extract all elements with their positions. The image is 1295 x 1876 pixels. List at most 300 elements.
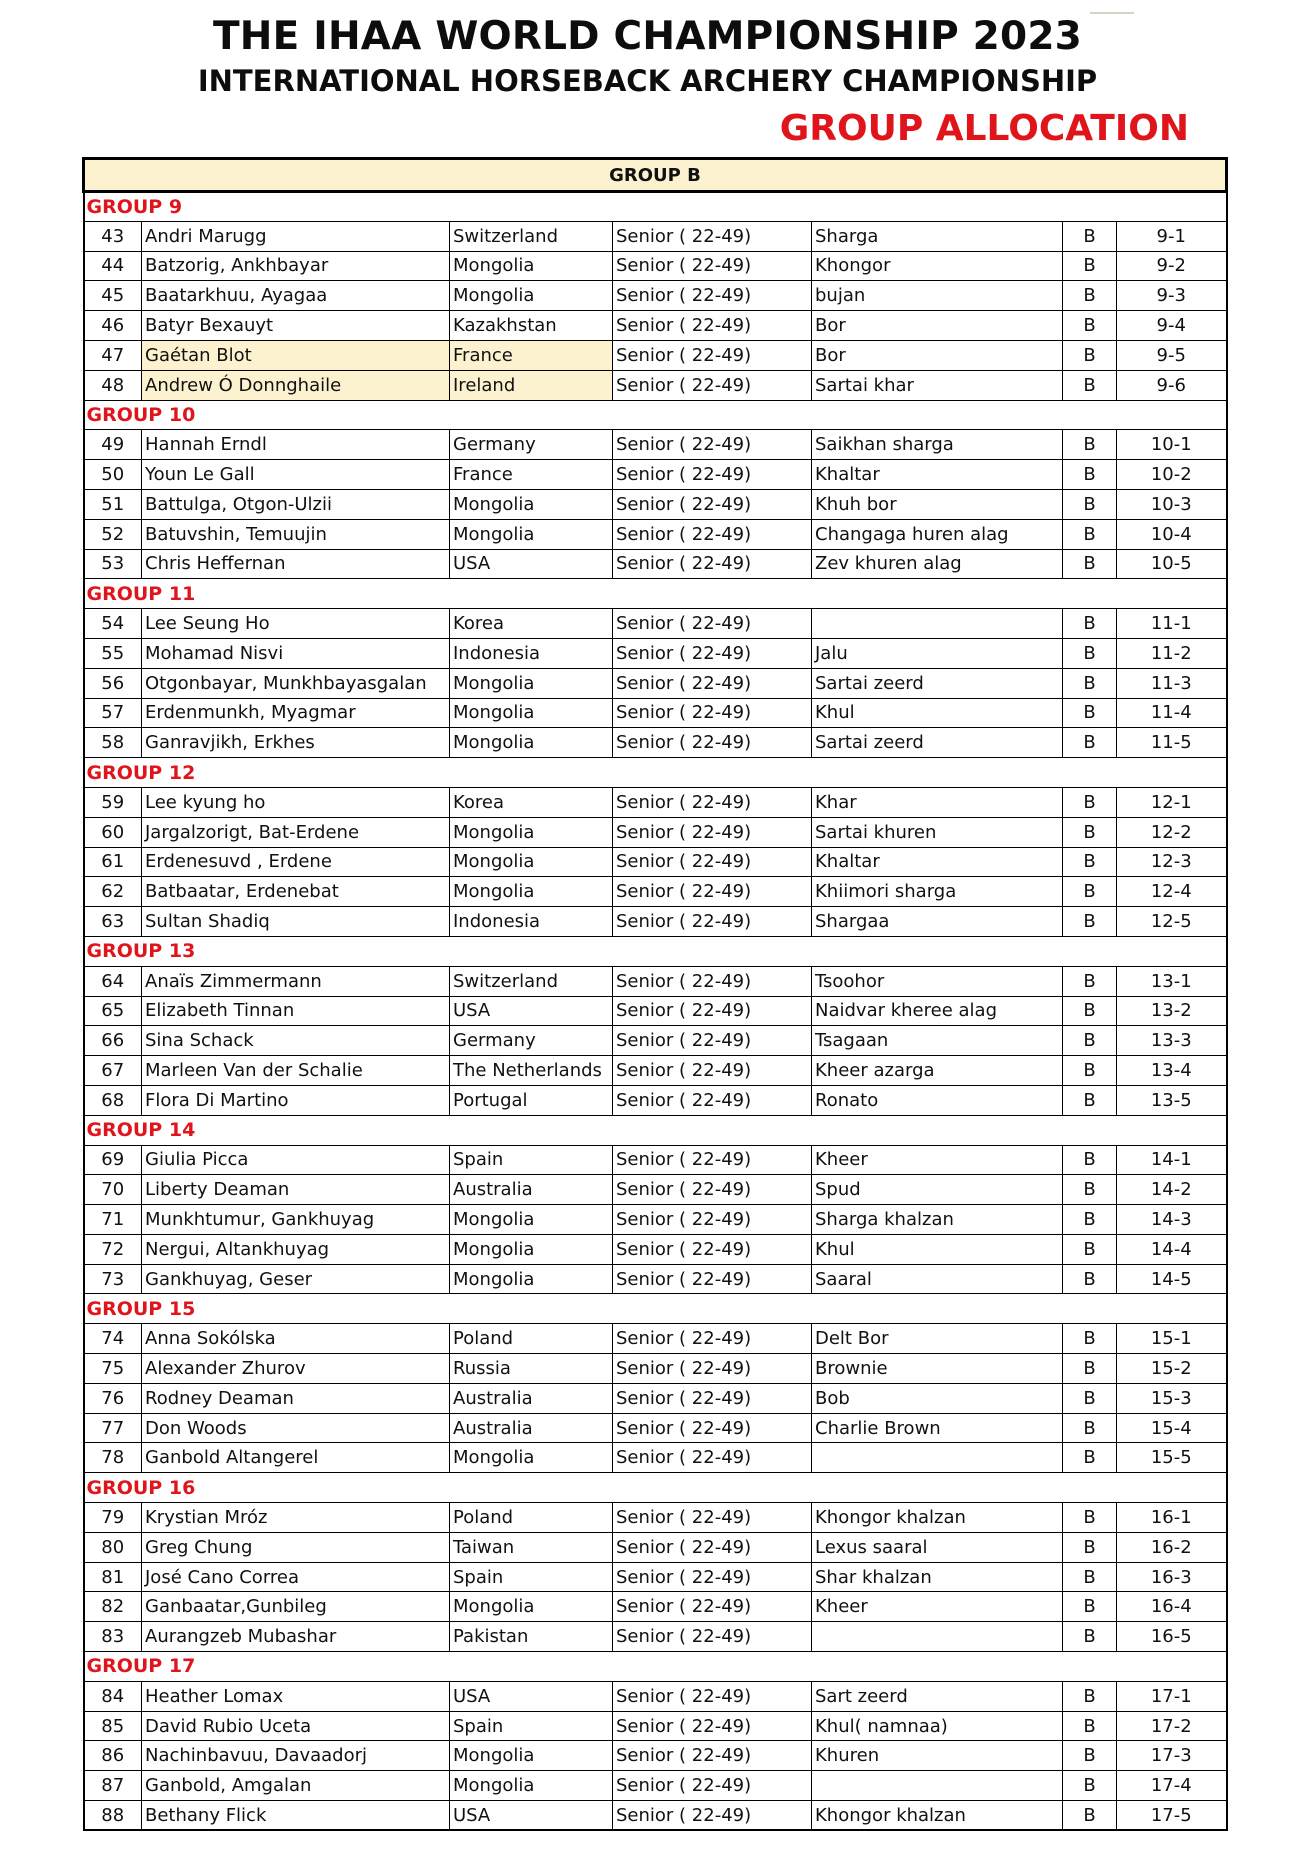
age-category: Senior ( 22-49) [613, 1443, 812, 1473]
horse-name [812, 1622, 1063, 1652]
table-row [84, 1562, 1227, 1592]
age-category: Senior ( 22-49) [613, 519, 812, 549]
entry-number: 84 [84, 1681, 142, 1711]
table-row [84, 1532, 1227, 1562]
group-title: GROUP 11 [84, 579, 1227, 609]
rider-country: Mongolia [450, 698, 613, 728]
age-category: Senior ( 22-49) [613, 728, 812, 758]
group-title-row [84, 192, 1227, 222]
horse-name: Bor [812, 311, 1063, 341]
entry-number: 43 [84, 221, 142, 251]
age-category: Senior ( 22-49) [613, 996, 812, 1026]
position-code: 13-3 [1117, 1026, 1227, 1056]
rider-name: Batyr Bexauyt [142, 311, 450, 341]
horse-name: Zev khuren alag [812, 549, 1063, 579]
rider-country: Kazakhstan [450, 311, 613, 341]
table-row [84, 370, 1227, 400]
class-code: B [1063, 1056, 1117, 1086]
horse-name: Kheer [812, 1145, 1063, 1175]
age-category: Senior ( 22-49) [613, 460, 812, 490]
position-code: 10-4 [1117, 519, 1227, 549]
table-row [84, 728, 1227, 758]
rider-name: Ganbold Altangerel [142, 1443, 450, 1473]
class-code: B [1063, 489, 1117, 519]
entry-number: 76 [84, 1383, 142, 1413]
age-category: Senior ( 22-49) [613, 251, 812, 281]
document-title: THE IHAA WORLD CHAMPIONSHIP 2023 [212, 14, 1083, 59]
group-b-header: GROUP B [84, 159, 1227, 192]
group-title-row [84, 936, 1227, 966]
rider-name: Ganbold, Amgalan [142, 1771, 450, 1801]
rider-name: Marleen Van der Schalie [142, 1056, 450, 1086]
age-category: Senior ( 22-49) [613, 1711, 812, 1741]
rider-name: Battulga, Otgon-Ulzii [142, 489, 450, 519]
entry-number: 72 [84, 1234, 142, 1264]
horse-name [812, 1443, 1063, 1473]
class-code: B [1063, 311, 1117, 341]
rider-country: Mongolia [450, 1205, 613, 1235]
group-title: GROUP 15 [84, 1294, 1227, 1324]
rider-name: Anaïs Zimmermann [142, 966, 450, 996]
position-code: 15-1 [1117, 1324, 1227, 1354]
position-code: 16-4 [1117, 1592, 1227, 1622]
position-code: 9-1 [1117, 221, 1227, 251]
table-row [84, 1234, 1227, 1264]
position-code: 13-2 [1117, 996, 1227, 1026]
class-code: B [1063, 1354, 1117, 1384]
age-category: Senior ( 22-49) [613, 1532, 812, 1562]
table-row [84, 1354, 1227, 1384]
class-code: B [1063, 638, 1117, 668]
horse-name [812, 609, 1063, 639]
class-code: B [1063, 1592, 1117, 1622]
table-row [84, 1503, 1227, 1533]
rider-country: Pakistan [450, 1622, 613, 1652]
rider-country: USA [450, 996, 613, 1026]
table-row [84, 877, 1227, 907]
class-code: B [1063, 1324, 1117, 1354]
rider-name: Erdenesuvd , Erdene [142, 847, 450, 877]
class-code: B [1063, 549, 1117, 579]
horse-name: Shargaa [812, 907, 1063, 937]
table-row [84, 1026, 1227, 1056]
rider-name: José Cano Correa [142, 1562, 450, 1592]
age-category: Senior ( 22-49) [613, 1026, 812, 1056]
rider-name: Sina Schack [142, 1026, 450, 1056]
rider-name: Sultan Shadiq [142, 907, 450, 937]
rider-country: France [450, 340, 613, 370]
age-category: Senior ( 22-49) [613, 1324, 812, 1354]
position-code: 11-2 [1117, 638, 1227, 668]
class-code: B [1063, 698, 1117, 728]
class-code: B [1063, 1026, 1117, 1056]
class-code: B [1063, 1413, 1117, 1443]
entry-number: 52 [84, 519, 142, 549]
position-code: 15-4 [1117, 1413, 1227, 1443]
horse-name: Ronato [812, 1085, 1063, 1115]
rider-name: Liberty Deaman [142, 1175, 450, 1205]
rider-country: Switzerland [450, 966, 613, 996]
position-code: 11-1 [1117, 609, 1227, 639]
table-row [84, 1085, 1227, 1115]
group-title-row [84, 758, 1227, 788]
class-code: B [1063, 1383, 1117, 1413]
rider-country: Mongolia [450, 1771, 613, 1801]
rider-country: Spain [450, 1562, 613, 1592]
horse-name: Changaga huren alag [812, 519, 1063, 549]
entry-number: 85 [84, 1711, 142, 1741]
horse-name: Shar khalzan [812, 1562, 1063, 1592]
rider-country: Mongolia [450, 668, 613, 698]
rider-name: Elizabeth Tinnan [142, 996, 450, 1026]
section-title: GROUP ALLOCATION [779, 108, 1189, 149]
horse-name: Sart zeerd [812, 1681, 1063, 1711]
entry-number: 65 [84, 996, 142, 1026]
class-code: B [1063, 1622, 1117, 1652]
position-code: 17-1 [1117, 1681, 1227, 1711]
class-code: B [1063, 460, 1117, 490]
rider-country: Indonesia [450, 638, 613, 668]
group-title: GROUP 9 [84, 192, 1227, 222]
horse-name: Khul [812, 1234, 1063, 1264]
horse-name: Kheer [812, 1592, 1063, 1622]
table-row [84, 668, 1227, 698]
age-category: Senior ( 22-49) [613, 1741, 812, 1771]
table-row [84, 549, 1227, 579]
table-row [84, 638, 1227, 668]
position-code: 17-3 [1117, 1741, 1227, 1771]
class-code: B [1063, 966, 1117, 996]
entry-number: 51 [84, 489, 142, 519]
age-category: Senior ( 22-49) [613, 430, 812, 460]
class-code: B [1063, 1085, 1117, 1115]
horse-name: Sartai zeerd [812, 668, 1063, 698]
entry-number: 56 [84, 668, 142, 698]
rider-country: USA [450, 549, 613, 579]
age-category: Senior ( 22-49) [613, 221, 812, 251]
entry-number: 64 [84, 966, 142, 996]
position-code: 17-5 [1117, 1801, 1227, 1831]
rider-country: Korea [450, 787, 613, 817]
position-code: 12-2 [1117, 817, 1227, 847]
class-code: B [1063, 877, 1117, 907]
entry-number: 54 [84, 609, 142, 639]
rider-country: Mongolia [450, 1592, 613, 1622]
position-code: 10-2 [1117, 460, 1227, 490]
age-category: Senior ( 22-49) [613, 1056, 812, 1086]
table-row [84, 340, 1227, 370]
class-code: B [1063, 728, 1117, 758]
rider-country: Russia [450, 1354, 613, 1384]
rider-name: Alexander Zhurov [142, 1354, 450, 1384]
horse-name: Khongor khalzan [812, 1801, 1063, 1831]
age-category: Senior ( 22-49) [613, 549, 812, 579]
rider-name: Lee Seung Ho [142, 609, 450, 639]
horse-name [812, 1771, 1063, 1801]
position-code: 16-1 [1117, 1503, 1227, 1533]
horse-name: Jalu [812, 638, 1063, 668]
position-code: 14-5 [1117, 1264, 1227, 1294]
class-code: B [1063, 1234, 1117, 1264]
rider-country: Australia [450, 1175, 613, 1205]
age-category: Senior ( 22-49) [613, 1383, 812, 1413]
age-category: Senior ( 22-49) [613, 907, 812, 937]
rider-name: Jargalzorigt, Bat-Erdene [142, 817, 450, 847]
age-category: Senior ( 22-49) [613, 281, 812, 311]
rider-country: USA [450, 1801, 613, 1831]
position-code: 12-5 [1117, 907, 1227, 937]
rider-name: Krystian Mróz [142, 1503, 450, 1533]
horse-name: Khar [812, 787, 1063, 817]
position-code: 10-5 [1117, 549, 1227, 579]
rider-country: Indonesia [450, 907, 613, 937]
horse-name: Sartai zeerd [812, 728, 1063, 758]
class-code: B [1063, 1264, 1117, 1294]
rider-country: Ireland [450, 370, 613, 400]
position-code: 9-2 [1117, 251, 1227, 281]
rider-country: Mongolia [450, 877, 613, 907]
age-category: Senior ( 22-49) [613, 1175, 812, 1205]
group-title: GROUP 14 [84, 1115, 1227, 1145]
rider-country: Poland [450, 1324, 613, 1354]
class-code: B [1063, 907, 1117, 937]
table-row [84, 787, 1227, 817]
position-code: 17-4 [1117, 1771, 1227, 1801]
rider-country: Spain [450, 1711, 613, 1741]
rider-name: Don Woods [142, 1413, 450, 1443]
age-category: Senior ( 22-49) [613, 847, 812, 877]
horse-name: Khongor khalzan [812, 1503, 1063, 1533]
table-row [84, 1413, 1227, 1443]
entry-number: 60 [84, 817, 142, 847]
entry-number: 86 [84, 1741, 142, 1771]
entry-number: 45 [84, 281, 142, 311]
rider-name: Nachinbavuu, Davaadorj [142, 1741, 450, 1771]
age-category: Senior ( 22-49) [613, 1413, 812, 1443]
table-row [84, 251, 1227, 281]
table-row [84, 221, 1227, 251]
rider-country: Korea [450, 609, 613, 639]
horse-name: Khuh bor [812, 489, 1063, 519]
table-row [84, 847, 1227, 877]
rider-name: Otgonbayar, Munkhbayasgalan [142, 668, 450, 698]
horse-name: Tsagaan [812, 1026, 1063, 1056]
rider-country: Switzerland [450, 221, 613, 251]
entry-number: 48 [84, 370, 142, 400]
rider-country: USA [450, 1681, 613, 1711]
rider-name: Gaétan Blot [142, 340, 450, 370]
group-title: GROUP 16 [84, 1473, 1227, 1503]
age-category: Senior ( 22-49) [613, 1205, 812, 1235]
rider-name: Batuvshin, Temuujin [142, 519, 450, 549]
position-code: 11-4 [1117, 698, 1227, 728]
entry-number: 74 [84, 1324, 142, 1354]
horse-name: Sharga [812, 221, 1063, 251]
age-category: Senior ( 22-49) [613, 1681, 812, 1711]
entry-number: 44 [84, 251, 142, 281]
position-code: 13-5 [1117, 1085, 1227, 1115]
class-code: B [1063, 1801, 1117, 1831]
age-category: Senior ( 22-49) [613, 966, 812, 996]
horse-name: Delt Bor [812, 1324, 1063, 1354]
entry-number: 62 [84, 877, 142, 907]
rider-country: Mongolia [450, 519, 613, 549]
class-code: B [1063, 1562, 1117, 1592]
class-code: B [1063, 1503, 1117, 1533]
table-row [84, 430, 1227, 460]
group-title-row [84, 1115, 1227, 1145]
entry-number: 69 [84, 1145, 142, 1175]
rider-country: Mongolia [450, 251, 613, 281]
position-code: 14-4 [1117, 1234, 1227, 1264]
entry-number: 57 [84, 698, 142, 728]
rider-name: Munkhtumur, Gankhuyag [142, 1205, 450, 1235]
rider-country: Australia [450, 1413, 613, 1443]
horse-name: Naidvar kheree alag [812, 996, 1063, 1026]
age-category: Senior ( 22-49) [613, 1234, 812, 1264]
age-category: Senior ( 22-49) [613, 787, 812, 817]
age-category: Senior ( 22-49) [613, 638, 812, 668]
position-code: 12-4 [1117, 877, 1227, 907]
class-code: B [1063, 1741, 1117, 1771]
group-title-row [84, 579, 1227, 609]
entry-number: 70 [84, 1175, 142, 1205]
horse-name: Sartai khuren [812, 817, 1063, 847]
position-code: 16-3 [1117, 1562, 1227, 1592]
entry-number: 63 [84, 907, 142, 937]
rider-name: Nergui, Altankhuyag [142, 1234, 450, 1264]
age-category: Senior ( 22-49) [613, 1354, 812, 1384]
rider-name: Giulia Picca [142, 1145, 450, 1175]
class-code: B [1063, 609, 1117, 639]
age-category: Senior ( 22-49) [613, 1264, 812, 1294]
position-code: 17-2 [1117, 1711, 1227, 1741]
horse-name: bujan [812, 281, 1063, 311]
rider-country: Mongolia [450, 817, 613, 847]
table-row [84, 489, 1227, 519]
horse-name: Sharga khalzan [812, 1205, 1063, 1235]
table-row [84, 996, 1227, 1026]
position-code: 14-2 [1117, 1175, 1227, 1205]
rider-country: France [450, 460, 613, 490]
age-category: Senior ( 22-49) [613, 1771, 812, 1801]
class-code: B [1063, 1145, 1117, 1175]
group-title-row [84, 1473, 1227, 1503]
horse-name: Khaltar [812, 847, 1063, 877]
table-row [84, 1711, 1227, 1741]
rider-name: Baatarkhuu, Ayagaa [142, 281, 450, 311]
table-row [84, 1801, 1227, 1831]
class-code: B [1063, 817, 1117, 847]
rider-name: Gankhuyag, Geser [142, 1264, 450, 1294]
horse-name: Sartai khar [812, 370, 1063, 400]
rider-country: Mongolia [450, 1234, 613, 1264]
age-category: Senior ( 22-49) [613, 1562, 812, 1592]
age-category: Senior ( 22-49) [613, 1801, 812, 1831]
entry-number: 71 [84, 1205, 142, 1235]
rider-country: Germany [450, 1026, 613, 1056]
rider-name: Hannah Erndl [142, 430, 450, 460]
rider-name: Lee kyung ho [142, 787, 450, 817]
horse-name: Khaltar [812, 460, 1063, 490]
rider-name: Greg Chung [142, 1532, 450, 1562]
table-row [84, 1264, 1227, 1294]
rider-name: Mohamad Nisvi [142, 638, 450, 668]
table-row [84, 1741, 1227, 1771]
entry-number: 47 [84, 340, 142, 370]
age-category: Senior ( 22-49) [613, 340, 812, 370]
age-category: Senior ( 22-49) [613, 817, 812, 847]
rider-country: Portugal [450, 1085, 613, 1115]
group-title: GROUP 10 [84, 400, 1227, 430]
rider-name: Bethany Flick [142, 1801, 450, 1831]
entry-number: 59 [84, 787, 142, 817]
age-category: Senior ( 22-49) [613, 1592, 812, 1622]
class-code: B [1063, 1681, 1117, 1711]
table-row [84, 1383, 1227, 1413]
entry-number: 53 [84, 549, 142, 579]
class-code: B [1063, 251, 1117, 281]
class-code: B [1063, 787, 1117, 817]
rider-name: Flora Di Martino [142, 1085, 450, 1115]
horse-name: Kheer azarga [812, 1056, 1063, 1086]
position-code: 9-5 [1117, 340, 1227, 370]
rider-name: Youn Le Gall [142, 460, 450, 490]
class-code: B [1063, 281, 1117, 311]
table-row [84, 609, 1227, 639]
table-row [84, 1205, 1227, 1235]
entry-number: 46 [84, 311, 142, 341]
rider-name: Batzorig, Ankhbayar [142, 251, 450, 281]
table-row [84, 966, 1227, 996]
class-code: B [1063, 221, 1117, 251]
age-category: Senior ( 22-49) [613, 311, 812, 341]
entry-number: 61 [84, 847, 142, 877]
position-code: 14-1 [1117, 1145, 1227, 1175]
table-header-row [84, 159, 1227, 192]
rider-name: Anna Sokólska [142, 1324, 450, 1354]
rider-name: Andri Marugg [142, 221, 450, 251]
rider-country: Germany [450, 430, 613, 460]
class-code: B [1063, 370, 1117, 400]
entry-number: 78 [84, 1443, 142, 1473]
table-row [84, 311, 1227, 341]
table-row [84, 519, 1227, 549]
entry-number: 83 [84, 1622, 142, 1652]
age-category: Senior ( 22-49) [613, 1503, 812, 1533]
age-category: Senior ( 22-49) [613, 877, 812, 907]
horse-name: Saikhan sharga [812, 430, 1063, 460]
entry-number: 75 [84, 1354, 142, 1384]
rider-name: Batbaatar, Erdenebat [142, 877, 450, 907]
position-code: 9-3 [1117, 281, 1227, 311]
position-code: 15-3 [1117, 1383, 1227, 1413]
entry-number: 80 [84, 1532, 142, 1562]
document-subtitle: INTERNATIONAL HORSEBACK ARCHERY CHAMPIONSHIP [197, 64, 1098, 98]
position-code: 12-1 [1117, 787, 1227, 817]
age-category: Senior ( 22-49) [613, 1145, 812, 1175]
age-category: Senior ( 22-49) [613, 1085, 812, 1115]
age-category: Senior ( 22-49) [613, 489, 812, 519]
horse-name: Khiimori sharga [812, 877, 1063, 907]
position-code: 15-5 [1117, 1443, 1227, 1473]
table-row [84, 1056, 1227, 1086]
position-code: 11-5 [1117, 728, 1227, 758]
rider-country: Mongolia [450, 847, 613, 877]
entry-number: 77 [84, 1413, 142, 1443]
table-row [84, 460, 1227, 490]
allocation-table [82, 157, 1228, 1831]
